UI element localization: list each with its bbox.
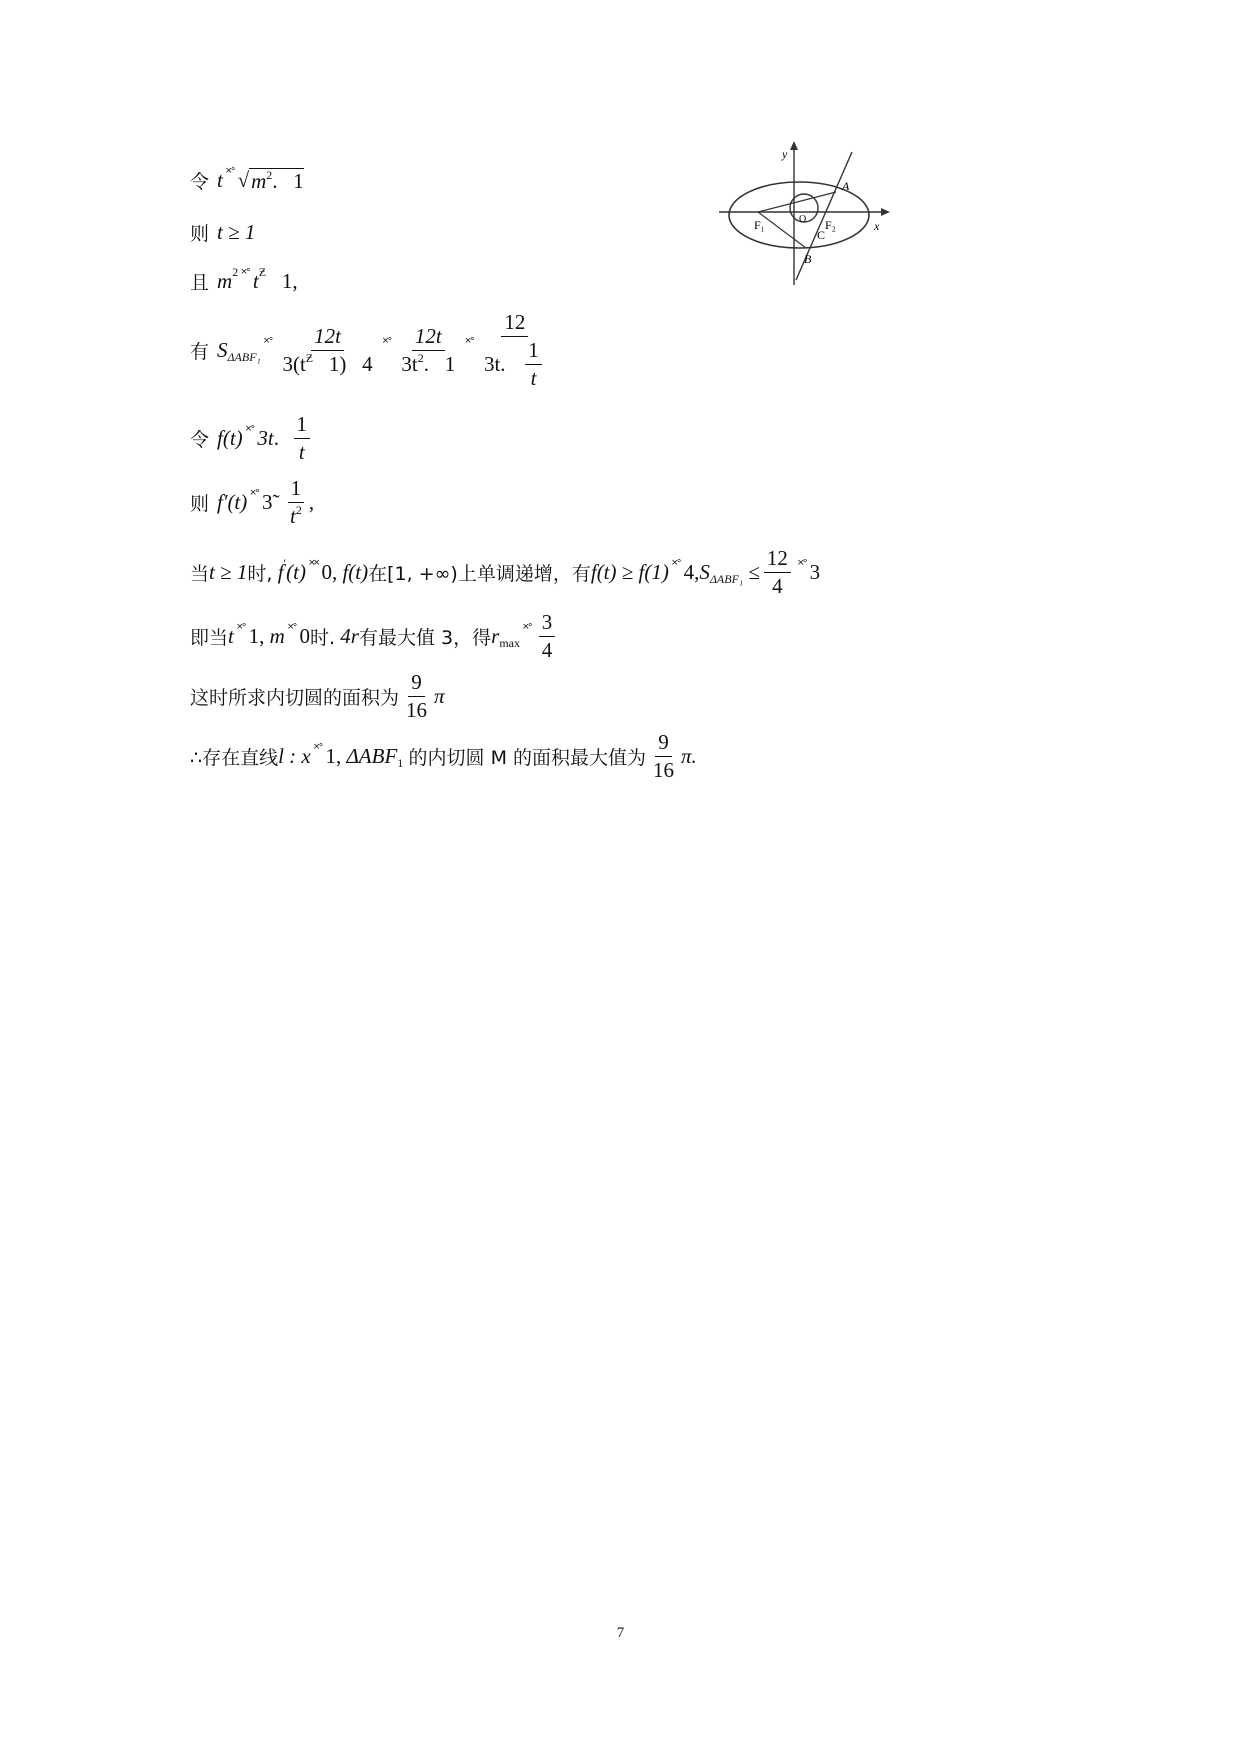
frac-den: t bbox=[530, 366, 537, 390]
garbled-equals: ˟˚ bbox=[522, 622, 532, 638]
pi: π bbox=[434, 684, 445, 708]
fraction-2 bbox=[398, 324, 458, 377]
frac-den: 16 bbox=[406, 698, 428, 722]
le-sign: ≤ bbox=[748, 560, 760, 584]
fraction bbox=[539, 610, 556, 663]
pi: π. bbox=[681, 744, 697, 768]
label-O: O bbox=[799, 214, 807, 225]
func-fprime: f′(t) bbox=[217, 490, 248, 514]
var-m: m bbox=[251, 168, 267, 193]
frac-num: 1 bbox=[294, 412, 311, 439]
garbled-equals: ˟˚ bbox=[287, 622, 297, 638]
den-part: 4 bbox=[362, 352, 373, 376]
garbled-equals: ˟˚ bbox=[671, 558, 681, 574]
num-0: 0 bbox=[321, 560, 332, 584]
comma: , bbox=[308, 490, 315, 514]
text-when: 时, bbox=[247, 563, 273, 585]
subscript-max: max bbox=[499, 636, 520, 650]
label-F2: F₂ bbox=[825, 218, 836, 232]
garbled-equals: ˟˚ bbox=[263, 336, 273, 352]
frac-num: 9 bbox=[655, 730, 672, 757]
var-t: t bbox=[228, 624, 234, 648]
segment-F1A bbox=[758, 192, 836, 212]
num-1: 1, bbox=[248, 624, 265, 648]
label-F1: F₁ bbox=[754, 218, 765, 232]
exp-2: 2 bbox=[266, 167, 273, 182]
x-arrow bbox=[881, 208, 890, 216]
text-lead: 当 bbox=[190, 563, 210, 585]
frac-num: 3 bbox=[539, 610, 556, 637]
text-lead: 则 bbox=[190, 493, 210, 515]
num-1: 1 bbox=[293, 168, 304, 193]
label-A: A bbox=[842, 179, 850, 193]
arg-t: (t) bbox=[286, 560, 306, 584]
expr-ineq: f(t) ≥ f(1) bbox=[590, 560, 669, 584]
subscript-triangle: ΔABF₁ bbox=[709, 572, 744, 586]
den-sup: 2 bbox=[417, 351, 424, 365]
text-when: 时. bbox=[310, 627, 336, 649]
line-let-t bbox=[190, 167, 304, 194]
var-t: t bbox=[217, 168, 223, 192]
den-part: 3t bbox=[483, 352, 501, 376]
line-then-t bbox=[190, 219, 255, 246]
y-arrow bbox=[790, 141, 798, 150]
frac-num: 12t bbox=[412, 324, 445, 351]
garbled-equals: ˟˚ bbox=[382, 336, 392, 352]
dot: . bbox=[272, 168, 278, 193]
frac-den: t bbox=[298, 440, 305, 464]
text-lead: 且 bbox=[190, 272, 210, 294]
text-lead: 令 bbox=[190, 171, 210, 193]
exp-2: 2 bbox=[232, 265, 239, 279]
label-y: y bbox=[782, 147, 788, 161]
line-derivative bbox=[190, 476, 314, 529]
var-t: t bbox=[290, 504, 296, 528]
frac-num: 1 bbox=[525, 338, 542, 365]
fraction bbox=[403, 670, 430, 723]
line-area-formula bbox=[190, 310, 553, 391]
page-number: 7 bbox=[616, 1625, 625, 1641]
fraction bbox=[294, 412, 311, 465]
line-conclusion bbox=[190, 730, 697, 783]
var-m: m bbox=[217, 269, 233, 293]
num-1: 1, bbox=[281, 269, 298, 293]
expr-line: l : x bbox=[278, 744, 311, 768]
den-part: 3t bbox=[401, 352, 418, 376]
func-f: f(t) bbox=[217, 426, 243, 450]
num-4: 4, bbox=[683, 560, 700, 584]
frac-den: 4 bbox=[772, 574, 783, 598]
garbled-equals: ˟˚ bbox=[797, 558, 807, 574]
label-C: C bbox=[817, 228, 826, 242]
expr-3t: 3t bbox=[257, 426, 274, 450]
comma: , bbox=[331, 560, 338, 584]
text-lead: ∴存在直线 bbox=[190, 747, 279, 769]
num-3: 3 bbox=[809, 560, 821, 584]
garbled-equals: ˟˚ bbox=[241, 267, 250, 283]
frac-num: 12 bbox=[501, 310, 528, 337]
label-x: x bbox=[874, 219, 880, 233]
garbled-equals: ˟˚ bbox=[465, 336, 474, 352]
line-let-f bbox=[190, 412, 314, 465]
var-S: S bbox=[699, 560, 710, 584]
var-r: r bbox=[491, 624, 500, 648]
garbled-equals: ˟˚ bbox=[313, 742, 323, 758]
frac-den: 16 bbox=[653, 758, 675, 782]
text-area: 这时所求内切圆的面积为 bbox=[190, 687, 400, 709]
frac-num: 12 bbox=[764, 546, 791, 573]
garbled-equals: ˟˚ bbox=[250, 488, 259, 504]
frac-den bbox=[398, 351, 458, 377]
text-lead: 则 bbox=[190, 223, 210, 245]
den-part: . bbox=[500, 352, 506, 376]
garbled-equals: ˟˚ bbox=[245, 424, 255, 440]
var-t: t bbox=[252, 269, 259, 293]
dot: . bbox=[273, 426, 279, 450]
expr-4r: 4r bbox=[340, 624, 359, 648]
fraction-1 bbox=[279, 324, 375, 377]
fraction bbox=[650, 730, 677, 783]
garbled-equals: ˟˚ bbox=[236, 622, 246, 638]
text-max: 有最大值 3，得 bbox=[358, 627, 492, 649]
garbled-equals: ˟˚ bbox=[225, 166, 235, 182]
exp-2: 2 bbox=[295, 503, 302, 517]
den-sup: Ƶ bbox=[305, 351, 314, 365]
exp-garbled: Ƶ bbox=[258, 265, 267, 279]
text-lead: 即当 bbox=[190, 627, 229, 649]
line-area-result bbox=[190, 670, 445, 723]
line-monotonic bbox=[190, 546, 820, 599]
fraction bbox=[287, 476, 305, 529]
den-part: 3(t bbox=[282, 352, 306, 376]
triangle: ΔABF bbox=[346, 744, 398, 768]
text-lead: 令 bbox=[190, 429, 210, 451]
den-part: 1) bbox=[328, 352, 347, 376]
expr-3: 3̃ bbox=[262, 490, 273, 514]
var-S: S bbox=[217, 338, 228, 362]
subscript-triangle: ΔABF₁ bbox=[227, 350, 261, 364]
expr-t-ge-1: t ≥ 1 bbox=[217, 220, 256, 244]
sqrt-content bbox=[249, 168, 304, 194]
garbled-gt: ˟˟ bbox=[308, 558, 319, 574]
frac-num: 1 bbox=[288, 476, 305, 503]
func-ft: f(t) bbox=[342, 560, 369, 584]
fraction bbox=[764, 546, 791, 599]
num-0: 0 bbox=[299, 624, 310, 648]
frac-den: 4 bbox=[541, 638, 553, 662]
text-monotonic: 在[1, +∞)上单调递增，有 bbox=[368, 563, 591, 585]
frac-den bbox=[279, 351, 375, 377]
text-conclusion: 的内切圆 M 的面积最大值为 bbox=[408, 747, 647, 769]
expr-cond: t ≥ 1 bbox=[209, 560, 248, 584]
line-max-r bbox=[190, 610, 559, 663]
den-part: . bbox=[423, 352, 429, 376]
sqrt-sign: √ bbox=[237, 168, 250, 192]
frac-den bbox=[287, 503, 305, 529]
num-1: 1, bbox=[325, 744, 342, 768]
label-B: B bbox=[804, 252, 812, 266]
var-m: m bbox=[269, 624, 285, 648]
frac-num: 12t bbox=[311, 324, 344, 351]
frac-num: 9 bbox=[408, 670, 425, 697]
prime: ′ bbox=[283, 556, 287, 570]
fraction-3 bbox=[481, 310, 549, 391]
frac-den bbox=[481, 337, 549, 391]
line-and-m bbox=[190, 265, 298, 295]
inner-fraction bbox=[525, 338, 542, 391]
func-f: f bbox=[277, 560, 284, 584]
subscript-1: 1 bbox=[397, 756, 404, 770]
ellipse-figure bbox=[714, 140, 904, 290]
text-lead: 有 bbox=[190, 341, 210, 363]
den-part: 1 bbox=[444, 352, 456, 376]
